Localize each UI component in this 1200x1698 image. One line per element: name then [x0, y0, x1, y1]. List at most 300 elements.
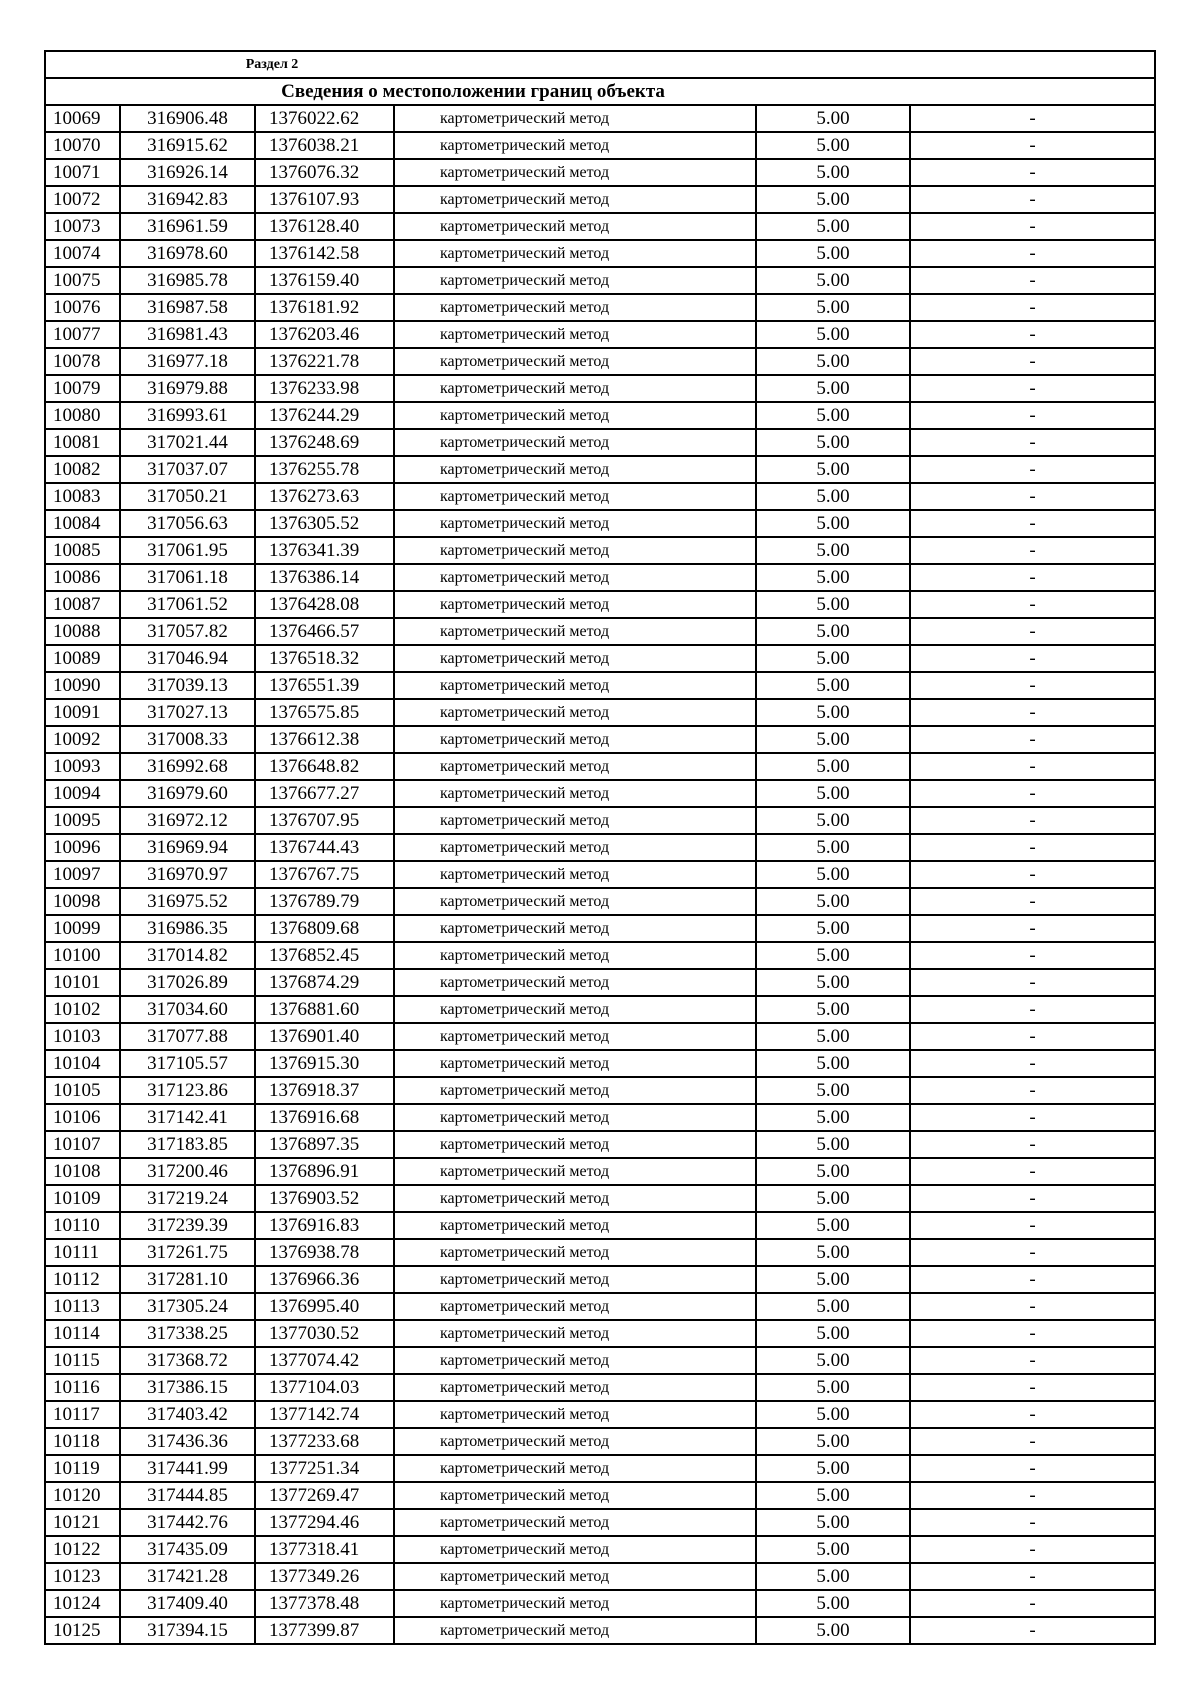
description-cell: -	[910, 1455, 1155, 1482]
coordinate-x-cell: 317050.21	[120, 483, 255, 510]
table-row	[45, 1023, 1155, 1050]
table-row	[45, 213, 1155, 240]
description-cell: -	[910, 375, 1155, 402]
description-cell: -	[910, 1293, 1155, 1320]
section-header-cell	[45, 51, 1155, 78]
accuracy-cell: 5.00	[756, 1374, 910, 1401]
point-number-cell: 10125	[45, 1617, 120, 1644]
coordinate-y-cell: 1376128.40	[255, 213, 394, 240]
description-cell: -	[910, 1320, 1155, 1347]
method-cell: картометрический метод	[394, 1455, 756, 1482]
point-number-cell: 10071	[45, 159, 120, 186]
accuracy-cell: 5.00	[756, 1320, 910, 1347]
accuracy-cell: 5.00	[756, 1104, 910, 1131]
coordinate-y-cell: 1376918.37	[255, 1077, 394, 1104]
accuracy-cell: 5.00	[756, 726, 910, 753]
coordinate-x-cell: 316970.97	[120, 861, 255, 888]
description-cell: -	[910, 321, 1155, 348]
table-row	[45, 645, 1155, 672]
coordinate-y-cell: 1377104.03	[255, 1374, 394, 1401]
description-cell: -	[910, 564, 1155, 591]
description-cell: -	[910, 699, 1155, 726]
method-cell: картометрический метод	[394, 132, 756, 159]
description-cell: -	[910, 969, 1155, 996]
table-row	[45, 1293, 1155, 1320]
accuracy-cell: 5.00	[756, 1347, 910, 1374]
method-cell: картометрический метод	[394, 1536, 756, 1563]
table-row	[45, 240, 1155, 267]
coordinate-y-cell: 1377030.52	[255, 1320, 394, 1347]
accuracy-cell: 5.00	[756, 483, 910, 510]
point-number-cell: 10102	[45, 996, 120, 1023]
method-cell: картометрический метод	[394, 969, 756, 996]
description-cell: -	[910, 1482, 1155, 1509]
coordinate-y-cell: 1376677.27	[255, 780, 394, 807]
method-cell: картометрический метод	[394, 1482, 756, 1509]
accuracy-cell: 5.00	[756, 1563, 910, 1590]
description-cell: -	[910, 429, 1155, 456]
coordinate-y-cell: 1376551.39	[255, 672, 394, 699]
method-cell: картометрический метод	[394, 645, 756, 672]
accuracy-cell: 5.00	[756, 1428, 910, 1455]
point-number-cell: 10088	[45, 618, 120, 645]
method-cell: картометрический метод	[394, 1563, 756, 1590]
point-number-cell: 10095	[45, 807, 120, 834]
coordinate-x-cell: 317403.42	[120, 1401, 255, 1428]
table-row	[45, 564, 1155, 591]
coordinate-x-cell: 317105.57	[120, 1050, 255, 1077]
table-row	[45, 1374, 1155, 1401]
coordinate-y-cell: 1376273.63	[255, 483, 394, 510]
point-number-cell: 10109	[45, 1185, 120, 1212]
point-number-cell: 10098	[45, 888, 120, 915]
description-cell: -	[910, 1104, 1155, 1131]
accuracy-cell: 5.00	[756, 1212, 910, 1239]
method-cell: картометрический метод	[394, 726, 756, 753]
accuracy-cell: 5.00	[756, 105, 910, 132]
point-number-cell: 10083	[45, 483, 120, 510]
table-row	[45, 132, 1155, 159]
accuracy-cell: 5.00	[756, 996, 910, 1023]
coordinate-x-cell: 317435.09	[120, 1536, 255, 1563]
description-cell: -	[910, 1050, 1155, 1077]
coordinate-y-cell: 1376575.85	[255, 699, 394, 726]
coordinate-x-cell: 316906.48	[120, 105, 255, 132]
accuracy-cell: 5.00	[756, 1509, 910, 1536]
coordinate-y-cell: 1377269.47	[255, 1482, 394, 1509]
table-row	[45, 1212, 1155, 1239]
coordinate-y-cell: 1377233.68	[255, 1428, 394, 1455]
table-row	[45, 942, 1155, 969]
accuracy-cell: 5.00	[756, 969, 910, 996]
table-row	[45, 294, 1155, 321]
table-row	[45, 1401, 1155, 1428]
accuracy-cell: 5.00	[756, 1293, 910, 1320]
coordinate-y-cell: 1376233.98	[255, 375, 394, 402]
coordinate-x-cell: 316987.58	[120, 294, 255, 321]
accuracy-cell: 5.00	[756, 888, 910, 915]
method-cell: картометрический метод	[394, 105, 756, 132]
coordinate-x-cell: 316992.68	[120, 753, 255, 780]
table-row	[45, 375, 1155, 402]
table-row	[45, 1509, 1155, 1536]
description-cell: -	[910, 1401, 1155, 1428]
description-cell: -	[910, 294, 1155, 321]
table-row	[45, 1617, 1155, 1644]
coordinate-x-cell: 317008.33	[120, 726, 255, 753]
description-cell: -	[910, 1563, 1155, 1590]
coordinate-y-cell: 1377399.87	[255, 1617, 394, 1644]
method-cell: картометрический метод	[394, 1293, 756, 1320]
coordinate-y-cell: 1376181.92	[255, 294, 394, 321]
point-number-cell: 10120	[45, 1482, 120, 1509]
coordinate-y-cell: 1376648.82	[255, 753, 394, 780]
coordinate-y-cell: 1376852.45	[255, 942, 394, 969]
description-cell: -	[910, 1023, 1155, 1050]
accuracy-cell: 5.00	[756, 1239, 910, 1266]
description-cell: -	[910, 888, 1155, 915]
description-cell: -	[910, 186, 1155, 213]
description-cell: -	[910, 1266, 1155, 1293]
coordinate-x-cell: 317386.15	[120, 1374, 255, 1401]
description-cell: -	[910, 915, 1155, 942]
point-number-cell: 10105	[45, 1077, 120, 1104]
method-cell: картометрический метод	[394, 375, 756, 402]
coordinate-x-cell: 316961.59	[120, 213, 255, 240]
description-cell: -	[910, 591, 1155, 618]
accuracy-cell: 5.00	[756, 780, 910, 807]
accuracy-cell: 5.00	[756, 186, 910, 213]
coordinate-y-cell: 1376022.62	[255, 105, 394, 132]
method-cell: картометрический метод	[394, 483, 756, 510]
point-number-cell: 10121	[45, 1509, 120, 1536]
method-cell: картометрический метод	[394, 780, 756, 807]
point-number-cell: 10114	[45, 1320, 120, 1347]
method-cell: картометрический метод	[394, 861, 756, 888]
point-number-cell: 10090	[45, 672, 120, 699]
table-row	[45, 1428, 1155, 1455]
point-number-cell: 10087	[45, 591, 120, 618]
accuracy-cell: 5.00	[756, 834, 910, 861]
coordinate-x-cell: 317057.82	[120, 618, 255, 645]
table-row	[45, 699, 1155, 726]
description-cell: -	[910, 618, 1155, 645]
method-cell: картометрический метод	[394, 1077, 756, 1104]
table-row	[45, 834, 1155, 861]
coordinate-y-cell: 1376744.43	[255, 834, 394, 861]
method-cell: картометрический метод	[394, 672, 756, 699]
accuracy-cell: 5.00	[756, 699, 910, 726]
coordinate-y-cell: 1376915.30	[255, 1050, 394, 1077]
coordinate-y-cell: 1376428.08	[255, 591, 394, 618]
table-row	[45, 996, 1155, 1023]
accuracy-cell: 5.00	[756, 753, 910, 780]
accuracy-cell: 5.00	[756, 1590, 910, 1617]
point-number-cell: 10104	[45, 1050, 120, 1077]
coordinate-x-cell: 316985.78	[120, 267, 255, 294]
coordinate-y-cell: 1377074.42	[255, 1347, 394, 1374]
section-label: Раздел 2	[245, 56, 299, 72]
coordinate-x-cell: 317436.36	[120, 1428, 255, 1455]
point-number-cell: 10108	[45, 1158, 120, 1185]
coordinate-x-cell: 317056.63	[120, 510, 255, 537]
coordinate-y-cell: 1376881.60	[255, 996, 394, 1023]
method-cell: картометрический метод	[394, 1509, 756, 1536]
description-cell: -	[910, 1428, 1155, 1455]
coordinate-y-cell: 1377318.41	[255, 1536, 394, 1563]
coordinate-y-cell: 1377142.74	[255, 1401, 394, 1428]
coordinate-y-cell: 1376897.35	[255, 1131, 394, 1158]
table-row	[45, 402, 1155, 429]
description-cell: -	[910, 1158, 1155, 1185]
method-cell: картометрический метод	[394, 942, 756, 969]
point-number-cell: 10076	[45, 294, 120, 321]
accuracy-cell: 5.00	[756, 807, 910, 834]
description-cell: -	[910, 996, 1155, 1023]
table-row	[45, 1590, 1155, 1617]
coordinate-x-cell: 316979.60	[120, 780, 255, 807]
table-row	[45, 1266, 1155, 1293]
table-row	[45, 510, 1155, 537]
method-cell: картометрический метод	[394, 456, 756, 483]
method-cell: картометрический метод	[394, 240, 756, 267]
accuracy-cell: 5.00	[756, 240, 910, 267]
description-cell: -	[910, 834, 1155, 861]
point-number-cell: 10082	[45, 456, 120, 483]
coordinate-x-cell: 317027.13	[120, 699, 255, 726]
accuracy-cell: 5.00	[756, 1617, 910, 1644]
table-row	[45, 321, 1155, 348]
method-cell: картометрический метод	[394, 1212, 756, 1239]
point-number-cell: 10092	[45, 726, 120, 753]
table-row	[45, 537, 1155, 564]
description-cell: -	[910, 1239, 1155, 1266]
description-cell: -	[910, 1347, 1155, 1374]
coordinate-x-cell: 316926.14	[120, 159, 255, 186]
coordinate-x-cell: 317261.75	[120, 1239, 255, 1266]
method-cell: картометрический метод	[394, 1428, 756, 1455]
coordinate-y-cell: 1376076.32	[255, 159, 394, 186]
accuracy-cell: 5.00	[756, 1536, 910, 1563]
accuracy-cell: 5.00	[756, 618, 910, 645]
accuracy-cell: 5.00	[756, 402, 910, 429]
coordinate-x-cell: 317014.82	[120, 942, 255, 969]
description-cell: -	[910, 672, 1155, 699]
coordinate-x-cell: 317077.88	[120, 1023, 255, 1050]
coordinate-x-cell: 317441.99	[120, 1455, 255, 1482]
point-number-cell: 10115	[45, 1347, 120, 1374]
method-cell: картометрический метод	[394, 834, 756, 861]
point-number-cell: 10110	[45, 1212, 120, 1239]
point-number-cell: 10123	[45, 1563, 120, 1590]
coordinate-y-cell: 1376707.95	[255, 807, 394, 834]
method-cell: картометрический метод	[394, 267, 756, 294]
accuracy-cell: 5.00	[756, 861, 910, 888]
coordinate-x-cell: 316977.18	[120, 348, 255, 375]
method-cell: картометрический метод	[394, 1104, 756, 1131]
accuracy-cell: 5.00	[756, 942, 910, 969]
table-row	[45, 672, 1155, 699]
point-number-cell: 10085	[45, 537, 120, 564]
method-cell: картометрический метод	[394, 1050, 756, 1077]
description-cell: -	[910, 1077, 1155, 1104]
method-cell: картометрический метод	[394, 1401, 756, 1428]
point-number-cell: 10101	[45, 969, 120, 996]
coordinate-y-cell: 1376789.79	[255, 888, 394, 915]
coordinate-y-cell: 1376466.57	[255, 618, 394, 645]
coordinate-x-cell: 316978.60	[120, 240, 255, 267]
coordinate-x-cell: 317442.76	[120, 1509, 255, 1536]
method-cell: картометрический метод	[394, 537, 756, 564]
description-cell: -	[910, 105, 1155, 132]
description-cell: -	[910, 942, 1155, 969]
coordinate-y-cell: 1376221.78	[255, 348, 394, 375]
table-row	[45, 1239, 1155, 1266]
point-number-cell: 10107	[45, 1131, 120, 1158]
coordinate-x-cell: 316986.35	[120, 915, 255, 942]
coordinate-x-cell: 317046.94	[120, 645, 255, 672]
point-number-cell: 10117	[45, 1401, 120, 1428]
description-cell: -	[910, 1374, 1155, 1401]
accuracy-cell: 5.00	[756, 672, 910, 699]
table-row	[45, 591, 1155, 618]
point-number-cell: 10112	[45, 1266, 120, 1293]
method-cell: картометрический метод	[394, 591, 756, 618]
accuracy-cell: 5.00	[756, 1401, 910, 1428]
accuracy-cell: 5.00	[756, 915, 910, 942]
method-cell: картометрический метод	[394, 1617, 756, 1644]
table-row	[45, 618, 1155, 645]
coordinate-x-cell: 317026.89	[120, 969, 255, 996]
coordinate-x-cell: 316915.62	[120, 132, 255, 159]
point-number-cell: 10084	[45, 510, 120, 537]
coordinate-y-cell: 1376916.83	[255, 1212, 394, 1239]
method-cell: картометрический метод	[394, 996, 756, 1023]
table-row	[45, 888, 1155, 915]
description-cell: -	[910, 1131, 1155, 1158]
accuracy-cell: 5.00	[756, 456, 910, 483]
description-cell: -	[910, 645, 1155, 672]
table-row	[45, 780, 1155, 807]
method-cell: картометрический метод	[394, 1023, 756, 1050]
table-row	[45, 1077, 1155, 1104]
accuracy-cell: 5.00	[756, 213, 910, 240]
point-number-cell: 10103	[45, 1023, 120, 1050]
table-row	[45, 753, 1155, 780]
description-cell: -	[910, 456, 1155, 483]
coordinate-x-cell: 316942.83	[120, 186, 255, 213]
table-row	[45, 1563, 1155, 1590]
coordinate-x-cell: 317034.60	[120, 996, 255, 1023]
method-cell: картометрический метод	[394, 618, 756, 645]
coordinate-x-cell: 317200.46	[120, 1158, 255, 1185]
method-cell: картометрический метод	[394, 510, 756, 537]
table-row	[45, 861, 1155, 888]
table-row	[45, 1455, 1155, 1482]
description-cell: -	[910, 213, 1155, 240]
method-cell: картометрический метод	[394, 1320, 756, 1347]
coordinate-y-cell: 1376518.32	[255, 645, 394, 672]
method-cell: картометрический метод	[394, 1158, 756, 1185]
method-cell: картометрический метод	[394, 1239, 756, 1266]
coordinate-y-cell: 1376809.68	[255, 915, 394, 942]
description-cell: -	[910, 1536, 1155, 1563]
coordinate-y-cell: 1376244.29	[255, 402, 394, 429]
coordinate-x-cell: 317281.10	[120, 1266, 255, 1293]
point-number-cell: 10073	[45, 213, 120, 240]
point-number-cell: 10086	[45, 564, 120, 591]
coordinate-y-cell: 1376203.46	[255, 321, 394, 348]
coordinate-x-cell: 317061.18	[120, 564, 255, 591]
point-number-cell: 10097	[45, 861, 120, 888]
method-cell: картометрический метод	[394, 888, 756, 915]
table-row	[45, 267, 1155, 294]
table-row	[45, 429, 1155, 456]
coordinate-x-cell: 316993.61	[120, 402, 255, 429]
table-row	[45, 1131, 1155, 1158]
coordinate-x-cell: 317239.39	[120, 1212, 255, 1239]
description-cell: -	[910, 1185, 1155, 1212]
method-cell: картометрический метод	[394, 429, 756, 456]
accuracy-cell: 5.00	[756, 564, 910, 591]
coordinate-y-cell: 1376874.29	[255, 969, 394, 996]
description-cell: -	[910, 402, 1155, 429]
description-cell: -	[910, 726, 1155, 753]
method-cell: картометрический метод	[394, 1185, 756, 1212]
method-cell: картометрический метод	[394, 321, 756, 348]
accuracy-cell: 5.00	[756, 591, 910, 618]
description-cell: -	[910, 537, 1155, 564]
coordinate-y-cell: 1376255.78	[255, 456, 394, 483]
description-cell: -	[910, 267, 1155, 294]
coordinate-x-cell: 316969.94	[120, 834, 255, 861]
coordinate-y-cell: 1377378.48	[255, 1590, 394, 1617]
coordinate-y-cell: 1376901.40	[255, 1023, 394, 1050]
coordinate-y-cell: 1376341.39	[255, 537, 394, 564]
point-number-cell: 10077	[45, 321, 120, 348]
coordinate-x-cell: 317368.72	[120, 1347, 255, 1374]
coordinate-y-cell: 1377251.34	[255, 1455, 394, 1482]
table-row	[45, 726, 1155, 753]
coordinate-y-cell: 1376896.91	[255, 1158, 394, 1185]
coordinate-x-cell: 317037.07	[120, 456, 255, 483]
coordinate-x-cell: 317142.41	[120, 1104, 255, 1131]
coordinate-y-cell: 1376767.75	[255, 861, 394, 888]
coordinate-x-cell: 317421.28	[120, 1563, 255, 1590]
accuracy-cell: 5.00	[756, 645, 910, 672]
accuracy-cell: 5.00	[756, 1185, 910, 1212]
table-row	[45, 456, 1155, 483]
method-cell: картометрический метод	[394, 564, 756, 591]
point-number-cell: 10099	[45, 915, 120, 942]
accuracy-cell: 5.00	[756, 348, 910, 375]
accuracy-cell: 5.00	[756, 159, 910, 186]
coordinate-x-cell: 317444.85	[120, 1482, 255, 1509]
accuracy-cell: 5.00	[756, 1077, 910, 1104]
table-row	[45, 1536, 1155, 1563]
coordinate-y-cell: 1376159.40	[255, 267, 394, 294]
coordinate-y-cell: 1376038.21	[255, 132, 394, 159]
coordinate-x-cell: 316975.52	[120, 888, 255, 915]
method-cell: картометрический метод	[394, 1347, 756, 1374]
table-caption-cell	[45, 78, 1155, 105]
table-row	[45, 159, 1155, 186]
description-cell: -	[910, 1590, 1155, 1617]
description-cell: -	[910, 132, 1155, 159]
coordinate-x-cell: 317394.15	[120, 1617, 255, 1644]
accuracy-cell: 5.00	[756, 1266, 910, 1293]
table-caption-row	[45, 78, 1155, 105]
